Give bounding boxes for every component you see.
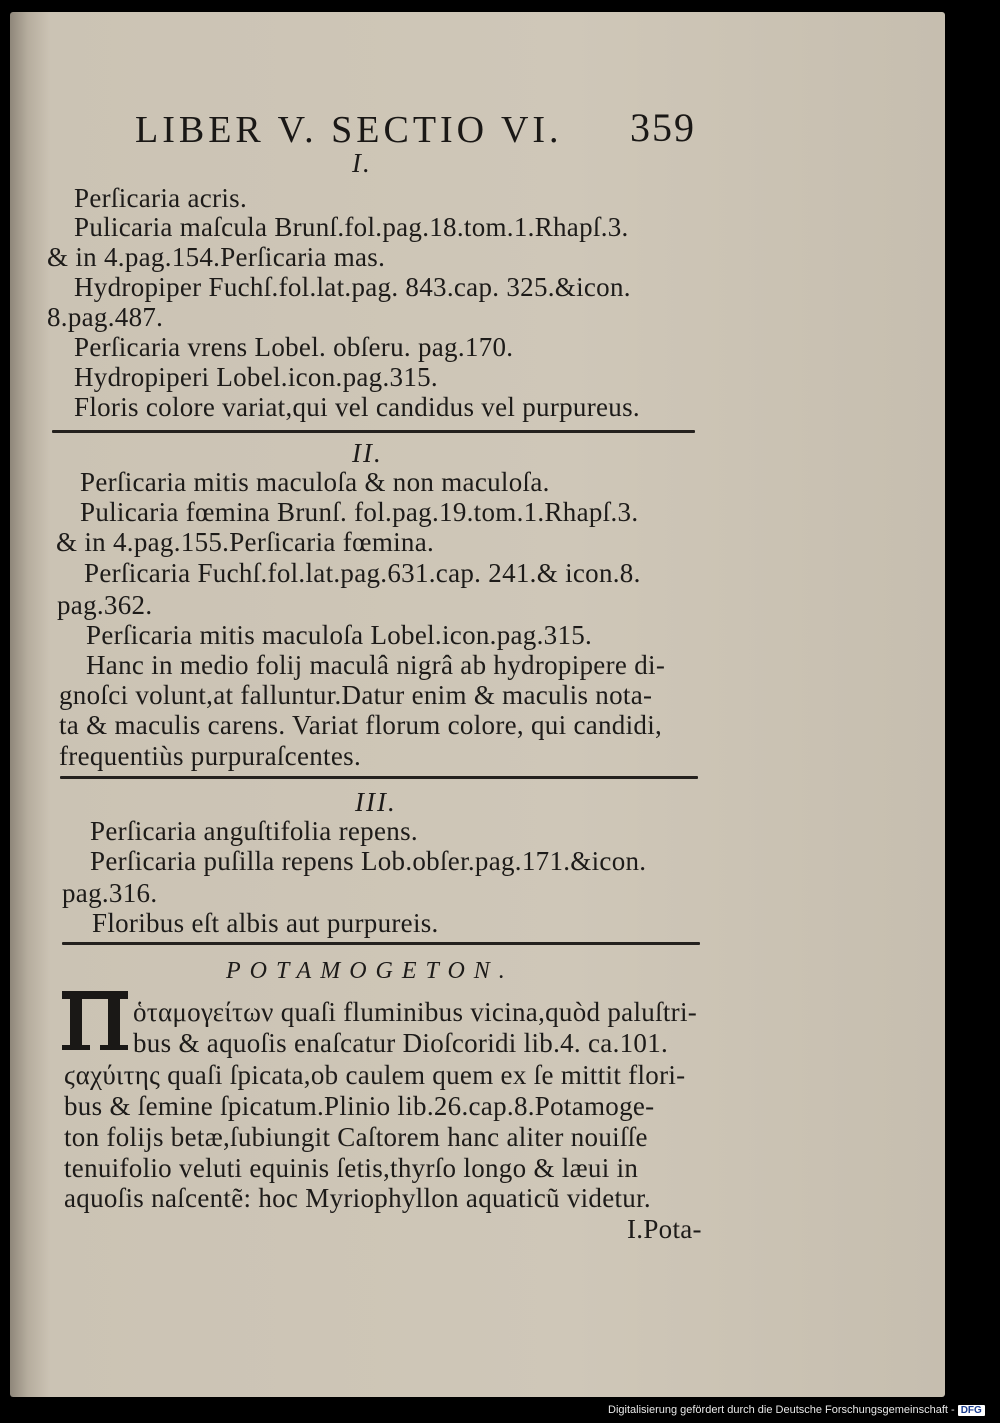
text-line: ϛαχύιτης quaſi ſpicata,ob caulem quem ex ſe mittit flori- bbox=[64, 1060, 686, 1090]
text-line: Perſicaria mitis maculoſa & non maculoſa. bbox=[80, 467, 550, 497]
text-line: Perſicaria anguſtifolia repens. bbox=[90, 816, 418, 846]
text-line: pag.316. bbox=[62, 878, 158, 908]
text-line: gnoſci volunt,at falluntur.Datur enim & maculis nota- bbox=[59, 680, 653, 710]
text-line: Perſicaria mitis maculoſa Lobel.icon.pag.315. bbox=[86, 620, 593, 650]
text-line: Hydropiper Fuchſ.fol.lat.pag. 843.cap. 325.&icon. bbox=[74, 272, 631, 302]
catchword: I.Pota- bbox=[627, 1214, 702, 1244]
text-line: bus & ſemine ſpicatum.Plinio lib.26.cap.8.Potamoge- bbox=[64, 1091, 655, 1121]
section-divider bbox=[62, 942, 700, 945]
section-heading: POTAMOGETON. bbox=[226, 958, 514, 984]
dfg-logo: DFG bbox=[958, 1405, 985, 1416]
digitization-credit bbox=[608, 1404, 985, 1416]
text-line: & in 4.pag.154.Perſicaria mas. bbox=[47, 242, 386, 272]
text-line: aquoſis naſcentẽ: hoc Myriophyllon aquaticũ videtur. bbox=[64, 1183, 651, 1213]
text-line: ta & maculis carens. Variat florum colore, qui candidi, bbox=[59, 710, 663, 740]
text-line: tenuifolio veluti equinis ſetis,thyrſo longo & læui in bbox=[64, 1153, 639, 1183]
text-line: ton folijs betæ,ſubiungit Caſtorem hanc aliter nouiſſe bbox=[64, 1122, 648, 1152]
text-line: & in 4.pag.155.Perſicaria fœmina. bbox=[56, 527, 435, 557]
text-line: Perſicaria acris. bbox=[74, 183, 248, 213]
section-divider bbox=[52, 430, 695, 433]
running-title: LIBER V. SECTIO VI. bbox=[135, 109, 563, 151]
text-line: pag.362. bbox=[57, 590, 153, 620]
text-line: Floris colore variat,qui vel candidus vel purpureus. bbox=[74, 392, 640, 422]
text-line: Perſicaria vrens Lobel. obſeru. pag.170. bbox=[74, 332, 514, 362]
text-line: bus & aquoſis enaſcatur Dioſcoridi lib.4. ca.101. bbox=[133, 1028, 669, 1058]
section-numeral-2: II. bbox=[352, 438, 383, 468]
section-numeral-1: I. bbox=[352, 148, 372, 178]
drop-capital bbox=[62, 985, 128, 1055]
text-line: Hanc in medio folij maculâ nigrâ ab hydropipere di- bbox=[86, 650, 666, 680]
page-number: 359 bbox=[630, 105, 696, 150]
text-line: Perſicaria puſilla repens Lob.obſer.pag.171.&icon. bbox=[90, 846, 647, 876]
section-numeral-3: III. bbox=[355, 787, 397, 817]
text-line: Hydropiperi Lobel.icon.pag.315. bbox=[74, 362, 438, 392]
text-line: Floribus eſt albis aut purpureis. bbox=[92, 908, 439, 938]
text-line: Pulicaria maſcula Brunſ.fol.pag.18.tom.1.Rhapſ.3. bbox=[74, 212, 629, 242]
text-line: ὁταμογείτων quaſi fluminibus vicina,quòd paluſtri- bbox=[133, 997, 698, 1027]
text-line: 8.pag.487. bbox=[47, 302, 164, 332]
text-line: Perſicaria Fuchſ.fol.lat.pag.631.cap. 241.& icon.8. bbox=[84, 558, 641, 588]
credit-text: Digitalisierung gefördert durch die Deutsche Forschungsgemeinschaft - bbox=[608, 1404, 955, 1416]
text-line: Pulicaria fœmina Brunſ. fol.pag.19.tom.1.Rhapſ.3. bbox=[80, 497, 639, 527]
section-divider bbox=[60, 776, 698, 779]
text-line: frequentiùs purpuraſcentes. bbox=[59, 741, 361, 771]
